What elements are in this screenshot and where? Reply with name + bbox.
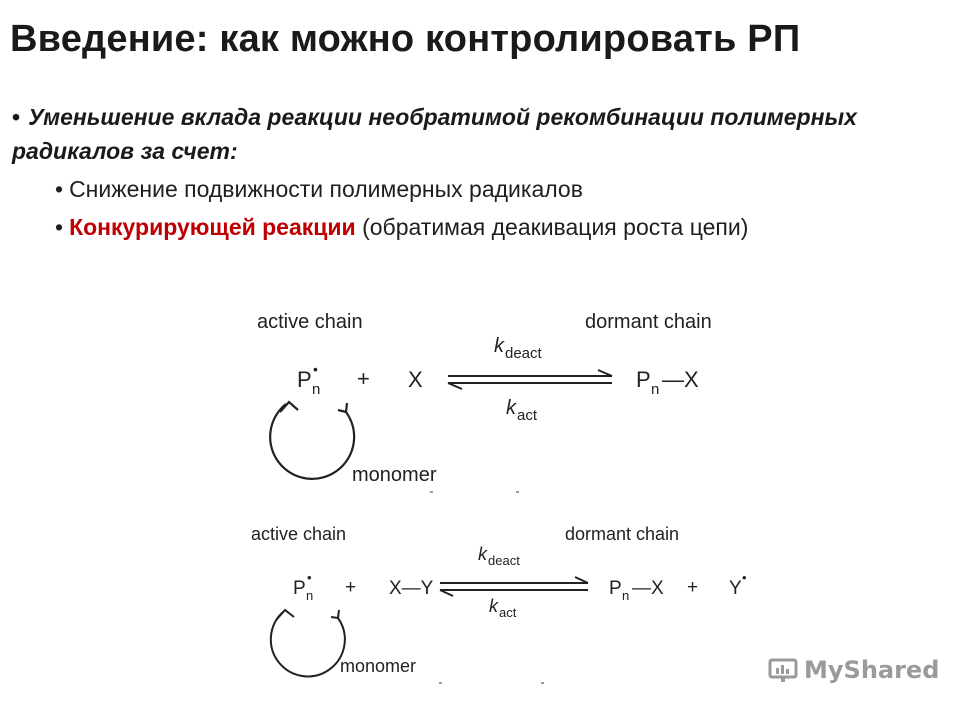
scheme-2-byproduct-dot: • xyxy=(742,570,747,585)
scheme-2-plus-2: + xyxy=(687,577,699,598)
scheme-2-monomer: monomer xyxy=(340,656,417,676)
scheme-1-k-act-sub: act xyxy=(517,407,538,424)
scheme-2-radical-dot: • xyxy=(307,570,312,585)
scheme-1-radical-n: n xyxy=(312,381,321,398)
bullet-marker: • xyxy=(12,104,21,130)
scheme-2-dormant-label: dormant chain xyxy=(565,524,680,544)
sub-bullet-1-text: Снижение подвижности полимерных радикалов xyxy=(69,176,583,202)
scheme-2-dormant-X: —X xyxy=(632,578,664,599)
scheme-2-propagation-cycle xyxy=(271,612,345,676)
scheme-2-plus: + xyxy=(345,577,357,598)
scheme-2-k-deact: k xyxy=(478,544,487,564)
scheme-1-radical-dot: • xyxy=(313,361,318,377)
scheme-2-cycle-arrowhead-2 xyxy=(331,610,339,618)
crop-mark xyxy=(430,491,433,493)
scheme-1-reagent: X xyxy=(408,367,423,392)
scheme-2-active-label: active chain xyxy=(251,524,347,544)
crop-mark xyxy=(439,682,442,684)
main-bullet-text: Уменьшение вклада реакции необратимой рекомбинации полимерных радикалов за счет: xyxy=(12,104,857,164)
scheme-2-dormant-n: n xyxy=(622,588,630,603)
scheme-1 xyxy=(257,311,712,486)
scheme-1-monomer: monomer xyxy=(352,464,437,486)
crop-mark xyxy=(516,491,519,493)
watermark xyxy=(768,656,939,684)
scheme-1-dormant-X: —X xyxy=(662,367,699,392)
scheme-1-k-deact: k xyxy=(494,335,504,357)
crop-mark xyxy=(541,682,544,684)
scheme-2-byproduct: Y xyxy=(729,578,742,599)
scheme-2-dormant-P: P xyxy=(609,578,622,599)
scheme-1-dormant-n: n xyxy=(651,381,660,398)
scheme-1-plus: + xyxy=(357,366,370,391)
scheme-2-reagent: X—Y xyxy=(389,578,434,599)
scheme-2-k-act-sub: act xyxy=(499,605,517,620)
scheme-1-propagation-cycle xyxy=(270,404,354,479)
scheme-2 xyxy=(251,524,747,676)
scheme-1-cycle-arrowhead-2 xyxy=(338,403,347,412)
scheme-2-radical-P: P xyxy=(293,578,306,599)
scheme-1-radical-P: P xyxy=(297,367,312,392)
bullet-marker: • xyxy=(55,176,64,202)
watermark-text: MyShared xyxy=(804,656,940,684)
crop-marks xyxy=(430,491,544,684)
presentation-icon xyxy=(768,657,798,683)
scheme-1-k-deact-sub: deact xyxy=(505,345,542,362)
scheme-1-dormant-P: P xyxy=(636,367,651,392)
scheme-2-k-act: k xyxy=(489,596,498,616)
bullet-marker: • xyxy=(55,214,64,240)
sub-bullet-2-rest: (обратимая деакивация роста цепи) xyxy=(355,214,749,240)
sub-bullet-2-highlight: Конкурирующей реакции xyxy=(69,214,356,240)
scheme-2-k-deact-sub: deact xyxy=(488,553,520,568)
slide-title: Введение: как можно контролировать РП xyxy=(10,18,801,60)
scheme-2-radical-n: n xyxy=(306,588,314,603)
scheme-1-active-label: active chain xyxy=(257,311,363,333)
scheme-1-k-act: k xyxy=(506,397,516,419)
scheme-1-dormant-label: dormant chain xyxy=(585,311,712,333)
